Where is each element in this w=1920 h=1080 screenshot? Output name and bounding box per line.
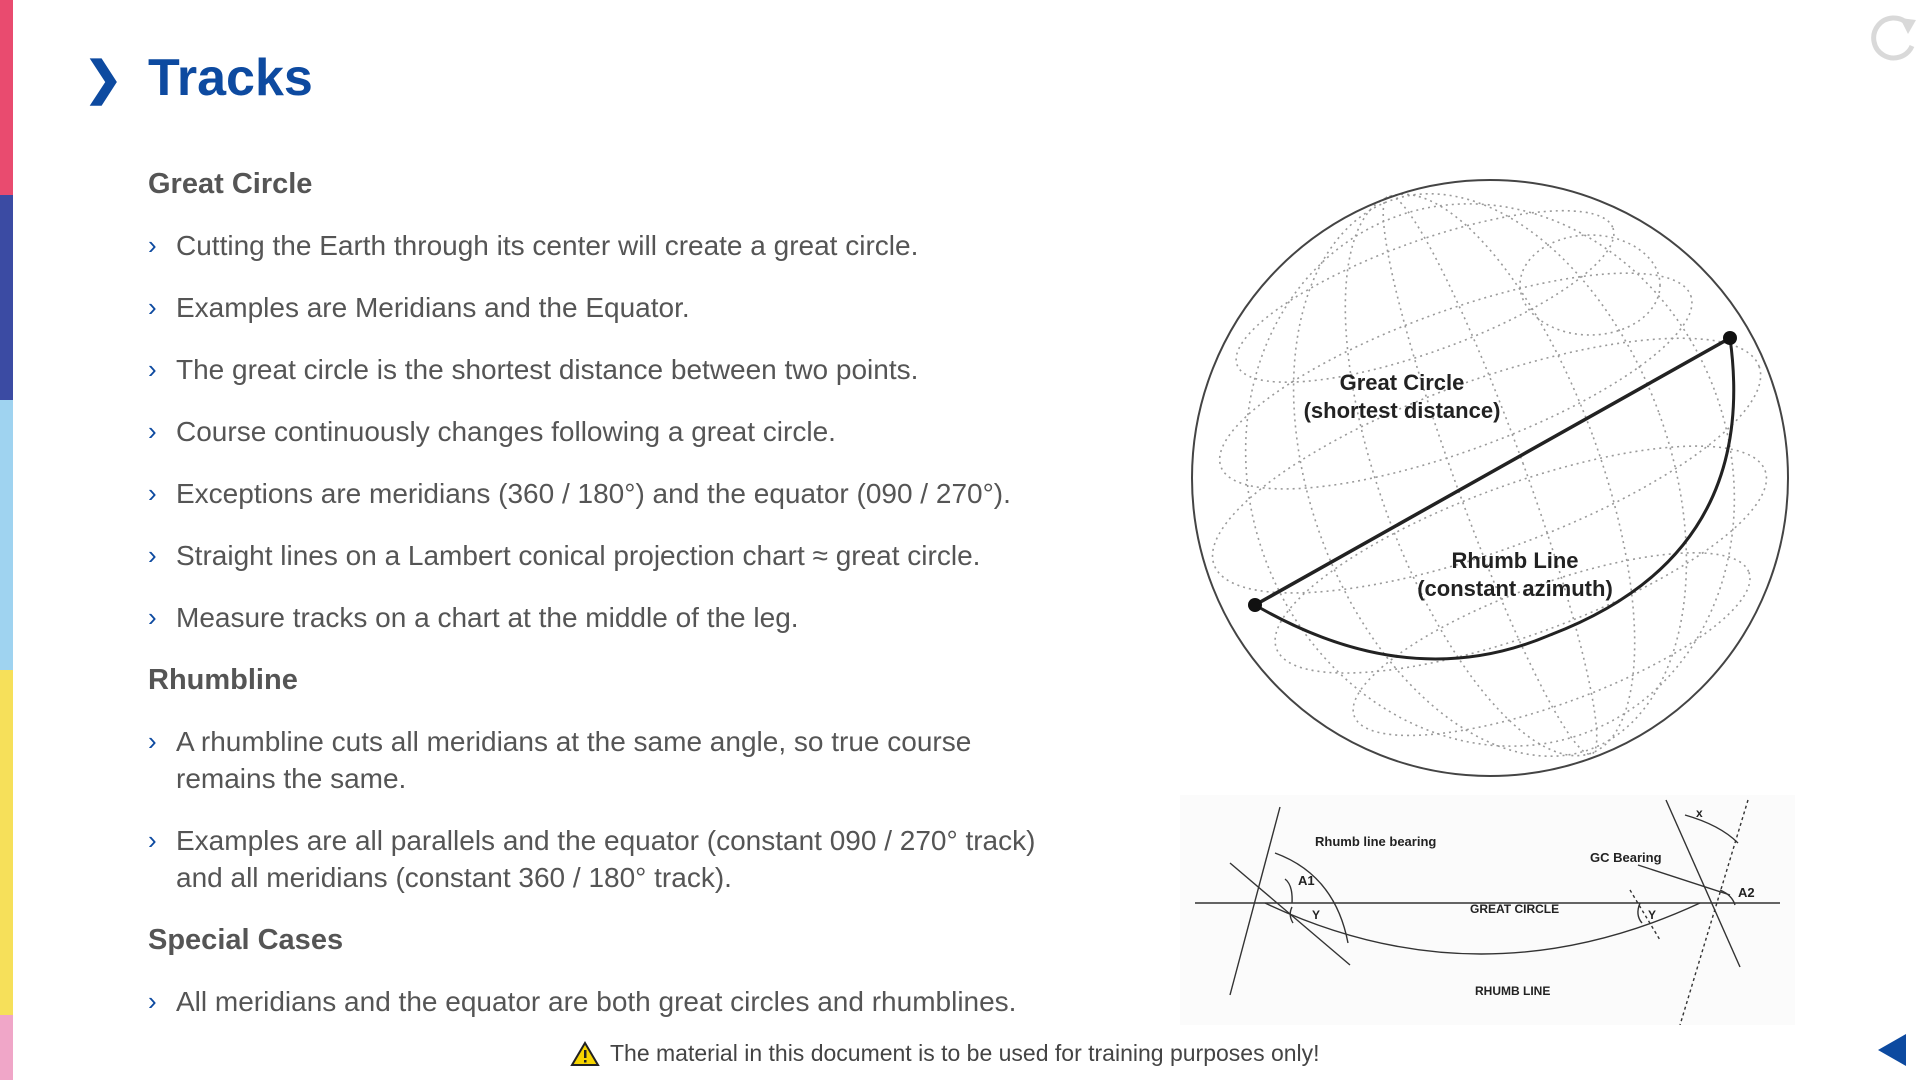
bullet-text: A rhumbline cuts all meridians at the same angle, so true course remains the same. bbox=[176, 726, 972, 794]
bearing-diagram bbox=[1180, 795, 1795, 1025]
x-label: x bbox=[1696, 806, 1703, 820]
back-arrow-icon[interactable] bbox=[1876, 1032, 1908, 1068]
footer-notice bbox=[570, 1040, 1320, 1067]
chevron-icon: › bbox=[148, 354, 157, 384]
gc-label-line1: Great Circle bbox=[1339, 370, 1465, 395]
chevron-icon: › bbox=[148, 602, 157, 632]
bullet-item bbox=[148, 822, 1058, 896]
bullet-item bbox=[148, 351, 1108, 388]
bullet-item bbox=[148, 289, 1108, 326]
section-rhumbline bbox=[148, 661, 1108, 896]
bullet-text: All meridians and the equator are both great circles and rhumblines. bbox=[176, 986, 1017, 1017]
y-label-left: Y bbox=[1312, 908, 1321, 922]
bullet-item bbox=[148, 227, 1108, 264]
section-special-cases bbox=[148, 921, 1108, 1020]
start-point bbox=[1248, 598, 1262, 612]
bullet-text: Cutting the Earth through its center will create a great circle. bbox=[176, 230, 919, 261]
reload-icon[interactable] bbox=[1868, 10, 1918, 66]
chevron-icon: › bbox=[148, 478, 157, 508]
end-point bbox=[1723, 331, 1737, 345]
a1-label: A1 bbox=[1298, 873, 1315, 888]
chevron-icon: › bbox=[148, 292, 157, 322]
title-text: Tracks bbox=[148, 49, 313, 107]
section-heading: Rhumbline bbox=[148, 664, 298, 696]
bullet-text: Course continuously changes following a great circle. bbox=[176, 416, 836, 447]
chevron-icon: › bbox=[148, 986, 157, 1016]
globe-graticule bbox=[1190, 175, 1800, 785]
section-great-circle bbox=[148, 165, 1108, 636]
section-heading: Great Circle bbox=[148, 168, 313, 200]
great-circle-label: GREAT CIRCLE bbox=[1470, 902, 1560, 916]
bullet-item bbox=[148, 983, 1108, 1020]
bullet-item bbox=[148, 475, 1108, 512]
stripe-indigo bbox=[0, 195, 13, 400]
stripe-lightblue bbox=[0, 400, 13, 670]
chevron-icon: › bbox=[148, 540, 157, 570]
bullet-item bbox=[148, 413, 1108, 450]
stripe-lightpink bbox=[0, 1015, 13, 1080]
title-chevron-icon: ❯ bbox=[84, 52, 123, 104]
footer-text: The material in this document is to be used for training purposes only! bbox=[610, 1040, 1320, 1066]
bullet-text: Measure tracks on a chart at the middle of the leg. bbox=[176, 602, 799, 633]
rl-label-line1: Rhumb Line bbox=[1451, 548, 1579, 573]
bullet-text: The great circle is the shortest distance between two points. bbox=[176, 354, 919, 385]
diagram-lines bbox=[1195, 800, 1780, 995]
rhumb-bearing-label: Rhumb line bearing bbox=[1315, 834, 1437, 849]
content-area bbox=[148, 155, 1108, 1045]
stripe-yellow bbox=[0, 670, 13, 1015]
rhumb-line-curve bbox=[1255, 338, 1734, 659]
bullet-text: Examples are all parallels and the equator (constant 090 / 270° track) and all meridians (constant 360 / 180° track). bbox=[176, 825, 1036, 893]
y-label-right: Y bbox=[1648, 908, 1657, 922]
globe-outline bbox=[1192, 180, 1788, 776]
chevron-icon: › bbox=[148, 726, 157, 756]
section-heading: Special Cases bbox=[148, 924, 344, 956]
bullet-item bbox=[148, 723, 1058, 797]
bullet-text: Exceptions are meridians (360 / 180°) and the equator (090 / 270°). bbox=[176, 478, 1011, 509]
bullet-item bbox=[148, 599, 1108, 636]
page-title bbox=[84, 49, 313, 107]
globe-figure bbox=[1190, 175, 1800, 785]
a2-label: A2 bbox=[1738, 885, 1755, 900]
gc-bearing-label: GC Bearing bbox=[1590, 850, 1662, 865]
bullet-item bbox=[148, 537, 1108, 574]
chevron-icon: › bbox=[148, 825, 157, 855]
gc-label-line2: (shortest distance) bbox=[1303, 398, 1501, 423]
stripe-pink bbox=[0, 0, 13, 195]
rl-label-line2: (constant azimuth) bbox=[1417, 576, 1613, 601]
warning-icon bbox=[570, 1041, 600, 1067]
rhumb-line-label: RHUMB LINE bbox=[1475, 984, 1551, 998]
chevron-icon: › bbox=[148, 230, 157, 260]
chevron-icon: › bbox=[148, 416, 157, 446]
bullet-text: Examples are Meridians and the Equator. bbox=[176, 292, 690, 323]
bullet-text: Straight lines on a Lambert conical projection chart ≈ great circle. bbox=[176, 540, 981, 571]
